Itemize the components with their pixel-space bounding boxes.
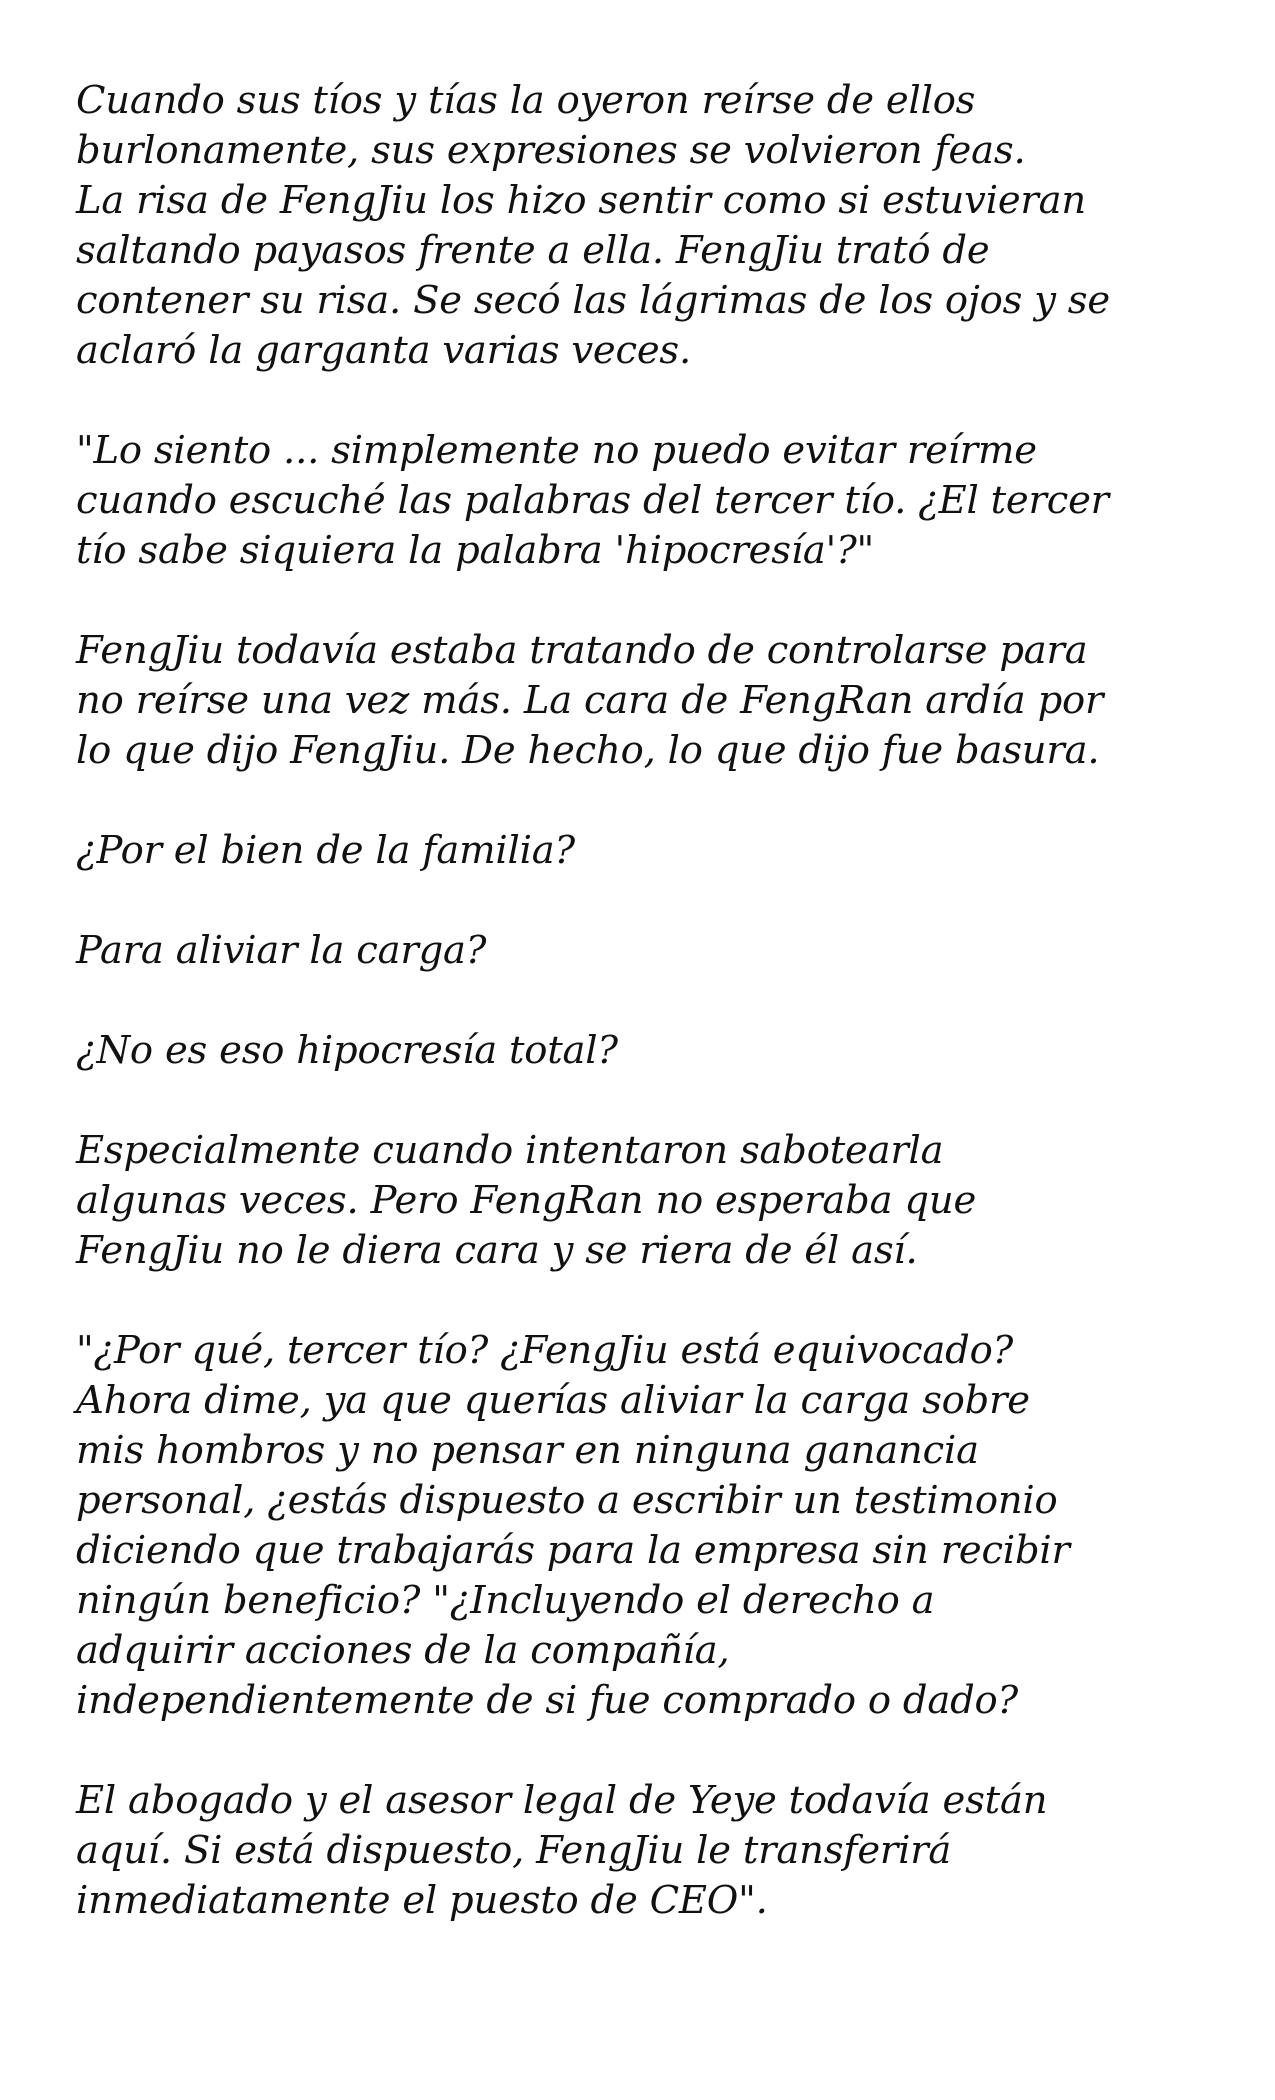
text-line: cuando escuché las palabras del tercer tío. ¿El tercer — [76, 478, 1109, 523]
paragraph-8 — [76, 1326, 1216, 1726]
text-line: no reírse una vez más. La cara de FengRan ardía por — [76, 678, 1104, 723]
paragraph-4 — [76, 826, 1216, 876]
text-line: ¿Por el bien de la familia? — [76, 828, 575, 873]
text-line: ningún beneficio? "¿Incluyendo el derecho a — [76, 1578, 935, 1623]
text-line: contener su risa. Se secó las lágrimas de los ojos y se — [76, 278, 1110, 323]
text-line: inmediatamente el puesto de CEO". — [76, 1878, 768, 1923]
text-line: tío sabe siquiera la palabra 'hipocresía'?" — [76, 528, 875, 573]
text-line: Cuando sus tíos y tías la oyeron reírse de ellos — [76, 78, 976, 123]
text-line: "¿Por qué, tercer tío? ¿FengJiu está equivocado? — [76, 1328, 1014, 1373]
text-line: adquirir acciones de la compañía, — [76, 1628, 730, 1673]
paragraph-6 — [76, 1026, 1216, 1076]
text-line: mis hombros y no pensar en ninguna ganancia — [76, 1428, 979, 1473]
text-line: saltando payasos frente a ella. FengJiu trató de — [76, 228, 990, 273]
text-line: Especialmente cuando intentaron sabotearla — [76, 1128, 944, 1173]
paragraph-1 — [76, 76, 1216, 376]
text-line: FengJiu todavía estaba tratando de controlarse para — [76, 628, 1088, 673]
text-line: La risa de FengJiu los hizo sentir como si estuvieran — [76, 178, 1086, 223]
text-line: burlonamente, sus expresiones se volvieron feas. — [76, 128, 1026, 173]
paragraph-3 — [76, 626, 1216, 776]
text-line: algunas veces. Pero FengRan no esperaba que — [76, 1178, 977, 1223]
paragraph-7 — [76, 1126, 1216, 1276]
text-line: El abogado y el asesor legal de Yeye todavía están — [76, 1778, 1048, 1823]
text-line: Ahora dime, ya que querías aliviar la carga sobre — [76, 1378, 1030, 1423]
text-line: lo que dijo FengJiu. De hecho, lo que dijo fue basura. — [76, 728, 1100, 773]
text-line: personal, ¿estás dispuesto a escribir un testimonio — [76, 1478, 1058, 1523]
text-line: aquí. Si está dispuesto, FengJiu le transferirá — [76, 1828, 952, 1873]
text-line: FengJiu no le diera cara y se riera de él así. — [76, 1228, 918, 1273]
text-line: diciendo que trabajarás para la empresa sin recibir — [76, 1528, 1070, 1573]
text-line: "Lo siento ... simplemente no puedo evitar reírme — [76, 428, 1037, 473]
text-line: independientemente de si fue comprado o dado? — [76, 1678, 1018, 1723]
document-body — [76, 76, 1216, 1976]
text-line: Para aliviar la carga? — [76, 928, 487, 973]
paragraph-5 — [76, 926, 1216, 976]
paragraph-9 — [76, 1776, 1216, 1926]
text-line: aclaró la garganta varias veces. — [76, 328, 692, 373]
paragraph-2 — [76, 426, 1216, 576]
text-line: ¿No es eso hipocresía total? — [76, 1028, 618, 1073]
